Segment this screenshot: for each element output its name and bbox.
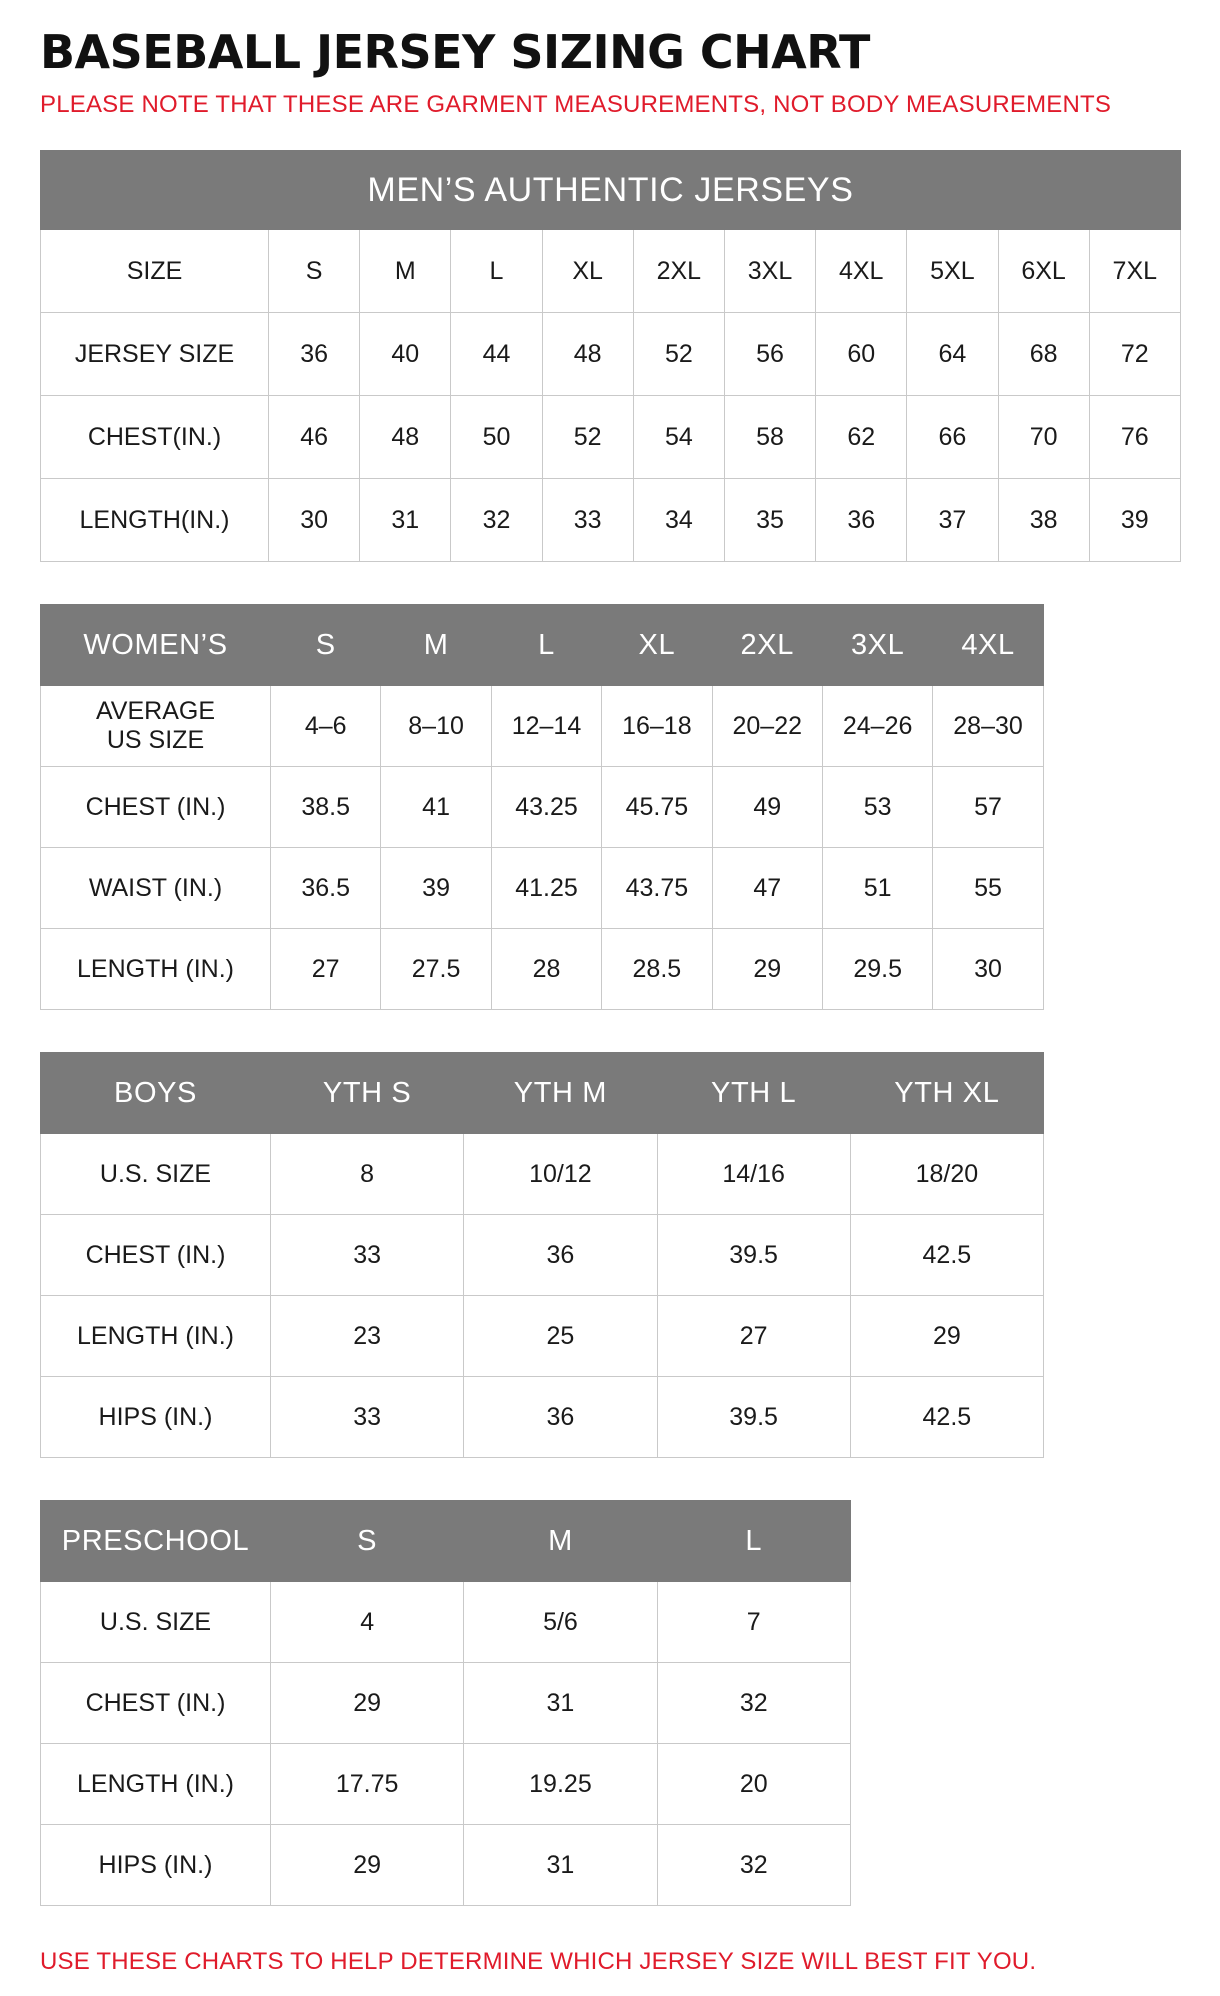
row-label: CHEST (IN.) <box>41 1215 271 1296</box>
womens-sizing-table <box>40 604 1044 1010</box>
row-label: CHEST (IN.) <box>41 767 271 848</box>
row-label: WAIST (IN.) <box>41 848 271 929</box>
womens-size-header: L <box>491 605 601 686</box>
row-label: HIPS (IN.) <box>41 1377 271 1458</box>
cell: 4 <box>271 1582 464 1663</box>
row-label-line2: US SIZE <box>106 726 205 755</box>
table-row <box>41 605 1044 686</box>
cell: 35 <box>724 479 815 562</box>
womens-size-header: S <box>271 605 381 686</box>
cell: 50 <box>451 396 542 479</box>
cell: 36.5 <box>271 848 381 929</box>
table-row <box>41 230 1181 313</box>
cell: 42.5 <box>850 1215 1043 1296</box>
cell: 29 <box>850 1296 1043 1377</box>
cell: 31 <box>464 1825 657 1906</box>
table-row <box>41 1215 1044 1296</box>
measurement-disclaimer: PLEASE NOTE THAT THESE ARE GARMENT MEASUREMENTS, NOT BODY MEASUREMENTS <box>40 91 1112 119</box>
cell: 68 <box>998 313 1089 396</box>
cell: 32 <box>657 1825 850 1906</box>
table-row <box>41 479 1181 562</box>
table-row <box>41 1296 1044 1377</box>
cell: 14/16 <box>657 1134 850 1215</box>
cell: 24–26 <box>822 686 932 767</box>
cell: 60 <box>816 313 907 396</box>
cell: 39.5 <box>657 1215 850 1296</box>
cell: 10/12 <box>464 1134 657 1215</box>
table-row <box>41 929 1044 1010</box>
cell: 70 <box>998 396 1089 479</box>
cell: 29 <box>271 1825 464 1906</box>
table-row <box>41 396 1181 479</box>
womens-table-title: WOMEN’S <box>41 605 271 686</box>
mens-size-header: 4XL <box>816 230 907 313</box>
row-label: LENGTH (IN.) <box>41 1744 271 1825</box>
mens-size-header: M <box>360 230 451 313</box>
page-title: BASEBALL JERSEY SIZING CHART <box>40 25 870 79</box>
table-row <box>41 1744 851 1825</box>
mens-size-header: 3XL <box>724 230 815 313</box>
cell: 29 <box>271 1663 464 1744</box>
table-row <box>41 1134 1044 1215</box>
cell: 39.5 <box>657 1377 850 1458</box>
table-row <box>41 151 1181 230</box>
cell: 62 <box>816 396 907 479</box>
cell: 17.75 <box>271 1744 464 1825</box>
preschool-table-title: PRESCHOOL <box>41 1501 271 1582</box>
row-label <box>41 686 271 767</box>
table-row <box>41 1825 851 1906</box>
cell: 53 <box>822 767 932 848</box>
cell: 38 <box>998 479 1089 562</box>
cell: 45.75 <box>602 767 712 848</box>
preschool-size-header: L <box>657 1501 850 1582</box>
cell: 29.5 <box>822 929 932 1010</box>
cell: 36 <box>464 1215 657 1296</box>
cell: 43.75 <box>602 848 712 929</box>
boys-size-header: YTH L <box>657 1053 850 1134</box>
row-label: LENGTH(IN.) <box>41 479 269 562</box>
cell: 42.5 <box>850 1377 1043 1458</box>
cell: 30 <box>933 929 1043 1010</box>
cell: 4–6 <box>271 686 381 767</box>
footer-note: USE THESE CHARTS TO HELP DETERMINE WHICH JERSEY SIZE WILL BEST FIT YOU. <box>40 1948 1037 1976</box>
cell: 55 <box>933 848 1043 929</box>
cell: 28 <box>491 929 601 1010</box>
row-label: JERSEY SIZE <box>41 313 269 396</box>
cell: 52 <box>633 313 724 396</box>
cell: 39 <box>381 848 491 929</box>
table-row <box>41 313 1181 396</box>
cell: 36 <box>816 479 907 562</box>
cell: 32 <box>657 1663 850 1744</box>
cell: 44 <box>451 313 542 396</box>
cell: 29 <box>712 929 822 1010</box>
table-row <box>41 848 1044 929</box>
cell: 25 <box>464 1296 657 1377</box>
cell: 27 <box>271 929 381 1010</box>
cell: 41.25 <box>491 848 601 929</box>
womens-size-header: 4XL <box>933 605 1043 686</box>
cell: 33 <box>271 1377 464 1458</box>
cell: 31 <box>360 479 451 562</box>
cell: 43.25 <box>491 767 601 848</box>
row-label: U.S. SIZE <box>41 1134 271 1215</box>
boys-sizing-table <box>40 1052 1044 1458</box>
cell: 18/20 <box>850 1134 1043 1215</box>
boys-size-header: YTH M <box>464 1053 657 1134</box>
boys-table-title: BOYS <box>41 1053 271 1134</box>
cell: 66 <box>907 396 998 479</box>
cell: 5/6 <box>464 1582 657 1663</box>
cell: 49 <box>712 767 822 848</box>
cell: 27.5 <box>381 929 491 1010</box>
cell: 23 <box>271 1296 464 1377</box>
cell: 57 <box>933 767 1043 848</box>
boys-size-header: YTH S <box>271 1053 464 1134</box>
cell: 33 <box>542 479 633 562</box>
mens-size-header: L <box>451 230 542 313</box>
cell: 48 <box>360 396 451 479</box>
mens-size-header: 5XL <box>907 230 998 313</box>
table-row <box>41 1582 851 1663</box>
table-row <box>41 767 1044 848</box>
cell: 51 <box>822 848 932 929</box>
preschool-sizing-table <box>40 1500 851 1906</box>
cell: 52 <box>542 396 633 479</box>
cell: 38.5 <box>271 767 381 848</box>
mens-size-header: 7XL <box>1089 230 1180 313</box>
cell: 8–10 <box>381 686 491 767</box>
table-row <box>41 686 1044 767</box>
preschool-size-header: M <box>464 1501 657 1582</box>
cell: 19.25 <box>464 1744 657 1825</box>
cell: 48 <box>542 313 633 396</box>
cell: 16–18 <box>602 686 712 767</box>
cell: 7 <box>657 1582 850 1663</box>
cell: 12–14 <box>491 686 601 767</box>
cell: 8 <box>271 1134 464 1215</box>
mens-size-header: 6XL <box>998 230 1089 313</box>
cell: 58 <box>724 396 815 479</box>
mens-sizing-table <box>40 150 1181 562</box>
preschool-size-header: S <box>271 1501 464 1582</box>
womens-size-header: 2XL <box>712 605 822 686</box>
cell: 33 <box>271 1215 464 1296</box>
cell: 28–30 <box>933 686 1043 767</box>
cell: 40 <box>360 313 451 396</box>
row-label: LENGTH (IN.) <box>41 1296 271 1377</box>
cell: 39 <box>1089 479 1180 562</box>
womens-size-header: XL <box>602 605 712 686</box>
womens-size-header: 3XL <box>822 605 932 686</box>
table-row <box>41 1501 851 1582</box>
womens-size-header: M <box>381 605 491 686</box>
mens-size-header: S <box>269 230 360 313</box>
table-row <box>41 1663 851 1744</box>
cell: 41 <box>381 767 491 848</box>
cell: 76 <box>1089 396 1180 479</box>
mens-table-title: MEN’S AUTHENTIC JERSEYS <box>41 151 1181 230</box>
cell: 31 <box>464 1663 657 1744</box>
mens-size-header: 2XL <box>633 230 724 313</box>
boys-size-header: YTH XL <box>850 1053 1043 1134</box>
cell: 20 <box>657 1744 850 1825</box>
cell: 28.5 <box>602 929 712 1010</box>
row-label: U.S. SIZE <box>41 1582 271 1663</box>
row-label: CHEST (IN.) <box>41 1663 271 1744</box>
row-label-line1: AVERAGE <box>95 696 216 725</box>
table-row <box>41 1377 1044 1458</box>
mens-size-label: SIZE <box>41 230 269 313</box>
cell: 36 <box>269 313 360 396</box>
cell: 37 <box>907 479 998 562</box>
cell: 54 <box>633 396 724 479</box>
row-label: LENGTH (IN.) <box>41 929 271 1010</box>
row-label: CHEST(IN.) <box>41 396 269 479</box>
mens-size-header: XL <box>542 230 633 313</box>
cell: 46 <box>269 396 360 479</box>
cell: 32 <box>451 479 542 562</box>
cell: 47 <box>712 848 822 929</box>
cell: 30 <box>269 479 360 562</box>
cell: 56 <box>724 313 815 396</box>
cell: 36 <box>464 1377 657 1458</box>
cell: 64 <box>907 313 998 396</box>
table-row <box>41 1053 1044 1134</box>
cell: 27 <box>657 1296 850 1377</box>
cell: 20–22 <box>712 686 822 767</box>
cell: 72 <box>1089 313 1180 396</box>
row-label: HIPS (IN.) <box>41 1825 271 1906</box>
cell: 34 <box>633 479 724 562</box>
